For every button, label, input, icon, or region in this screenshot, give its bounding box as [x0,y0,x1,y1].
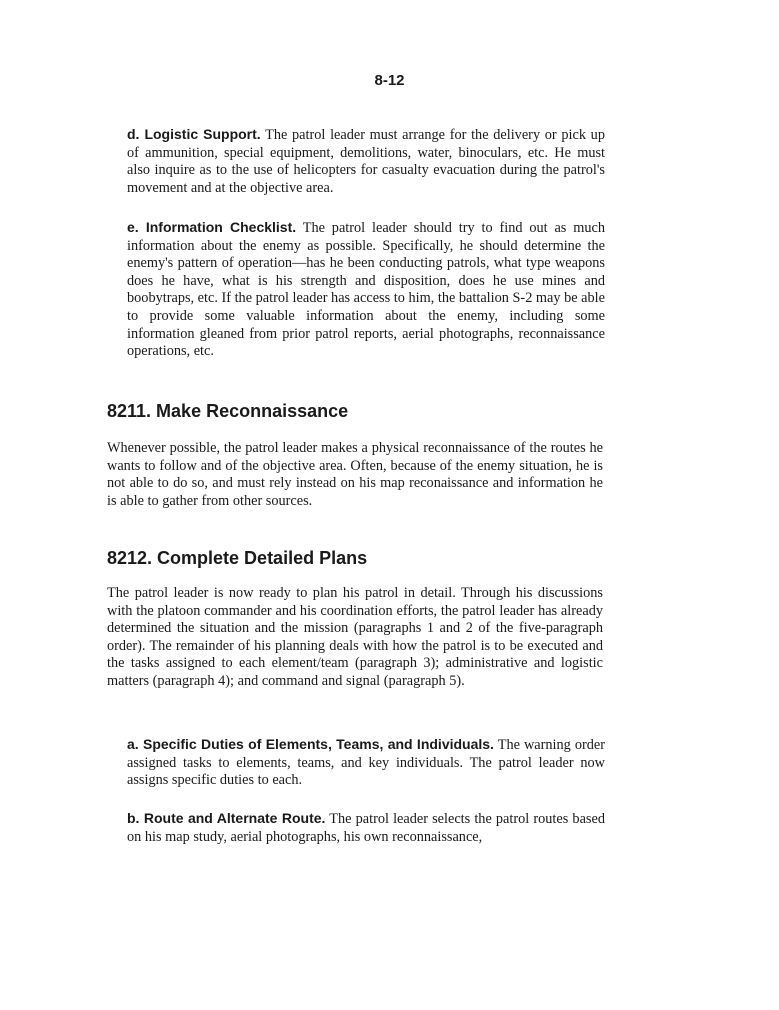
logistic-support-text: The patrol leader must arrange for the delivery or pick up of ammunition, special equipment, demolitions, water, binoculars, etc. He must also inquire as to the use of helicopters for casualty evacuation during the patrol's movement and at the objective area. [127,127,605,196]
information-checklist-paragraph [127,219,605,361]
information-checklist-text: The patrol leader should try to find out as much information about the enemy as possible. Specifically, he should determine the enemy's pattern of operation—has he been conducting patrols, what type weapons does he have, what is his strength and disposition, does he use mines and boobytraps, etc. If the patrol leader has access to him, the battalion S-2 may be able to provide some valuable information about the enemy, including some information gleaned from prior patrol reports, aerial photographs, reconnaissance operations, etc. [127,220,605,360]
complete-detailed-plans-paragraph: The patrol leader is now ready to plan his patrol in detail. Through his discussions with the platoon commander and his coordination efforts, the patrol leader has already determined the situation and the mission (paragraphs 1 and 2 of the five-paragraph order). The remainder of his planning deals with how the patrol is to be executed and the tasks assigned to each element/team (paragraph 3); administrative and logistic matters (paragraph 4); and command and signal (paragraph 5). [107,585,603,689]
route-alternate-lead: b. Route and Alternate Route. [127,810,326,826]
make-reconnaissance-heading: 8211. Make Reconnaissance [107,401,349,421]
information-checklist-lead: e. Information Checklist. [127,219,297,235]
route-alternate-paragraph [127,810,605,846]
logistic-support-paragraph [127,126,605,197]
route-alternate-text: The patrol leader selects the patrol routes based on his map study, aerial photographs, his own reconnaissance, [127,811,605,845]
specific-duties-lead: a. Specific Duties of Elements, Teams, and Individuals. [127,736,494,752]
make-reconnaissance-paragraph: Whenever possible, the patrol leader makes a physical reconnaissance of the routes he wants to follow and of the objective area. Often, because of the enemy situation, he is not able to do so, and must rely instead on his map reconaissance and information he is able to gather from other sources. [107,440,603,509]
specific-duties-paragraph [127,736,605,790]
specific-duties-text: The warning order assigned tasks to elements, teams, and key individuals. The patrol leader now assigns specific duties to each. [127,737,605,789]
complete-detailed-plans-heading: 8212. Complete Detailed Plans [107,548,368,568]
logistic-support-lead: d. Logistic Support. [127,126,261,142]
page-number: 8-12 [374,72,405,89]
